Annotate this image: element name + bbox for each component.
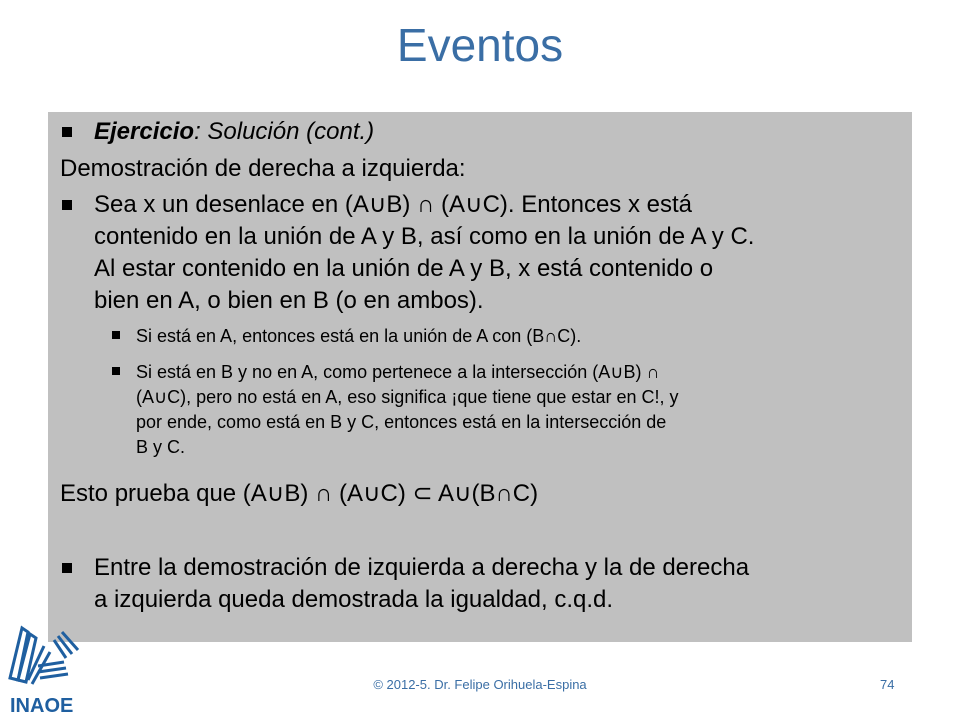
bullet1-line: Al estar contenido en la unión de A y B, x está contenido o bbox=[94, 255, 714, 282]
bullet-marker bbox=[62, 200, 72, 210]
ejercicio-subtitle: : Solución (cont.) bbox=[194, 118, 375, 145]
sub-bullet-1: Si está en A, entonces está en la unión de A con (B∩C). bbox=[136, 326, 582, 346]
ejercicio-label: Ejercicio bbox=[94, 118, 195, 145]
slide-title: Eventos bbox=[396, 19, 564, 71]
footer-copyright: © 2012-5. Dr. Felipe Orihuela-Espina bbox=[373, 677, 587, 692]
bullet1-line: bien en A, o bien en B (o en ambos). bbox=[94, 287, 484, 314]
sub-bullet-2-line: (A∪C), pero no está en A, eso significa ¡que tiene que estar en C!, y bbox=[136, 387, 679, 407]
bullet-marker bbox=[62, 563, 72, 573]
sub-bullet-2-line: B y C. bbox=[136, 437, 186, 457]
page-number: 74 bbox=[880, 677, 895, 692]
ejercicio-line bbox=[94, 117, 374, 146]
bullet2-line: Entre la demostración de izquierda a derecha y la de derecha bbox=[94, 554, 750, 581]
sub-bullet-marker bbox=[112, 367, 120, 375]
demo-heading: Demostración de derecha a izquierda: bbox=[60, 155, 466, 182]
sub-bullet-2-line: por ende, como está en B y C, entonces está en la intersección de bbox=[136, 412, 667, 432]
bullet-marker bbox=[62, 127, 72, 137]
conclusion-line: Esto prueba que (A∪B) ∩ (A∪C) ⊂ A∪(B∩C) bbox=[60, 480, 539, 507]
logo-text: INAOE bbox=[10, 695, 74, 717]
inaoe-logo bbox=[4, 618, 94, 718]
bullet1-line: contenido en la unión de A y B, así como en la unión de A y C. bbox=[94, 223, 755, 250]
sub-bullet-2-line: Si está en B y no en A, como pertenece a la intersección (A∪B) ∩ bbox=[136, 362, 660, 382]
bullet2-line: a izquierda queda demostrada la igualdad, c.q.d. bbox=[94, 586, 614, 613]
sub-bullet-marker bbox=[112, 331, 120, 339]
bullet1-line: Sea x un desenlace en (A∪B) ∩ (A∪C). Entonces x está bbox=[94, 191, 692, 218]
